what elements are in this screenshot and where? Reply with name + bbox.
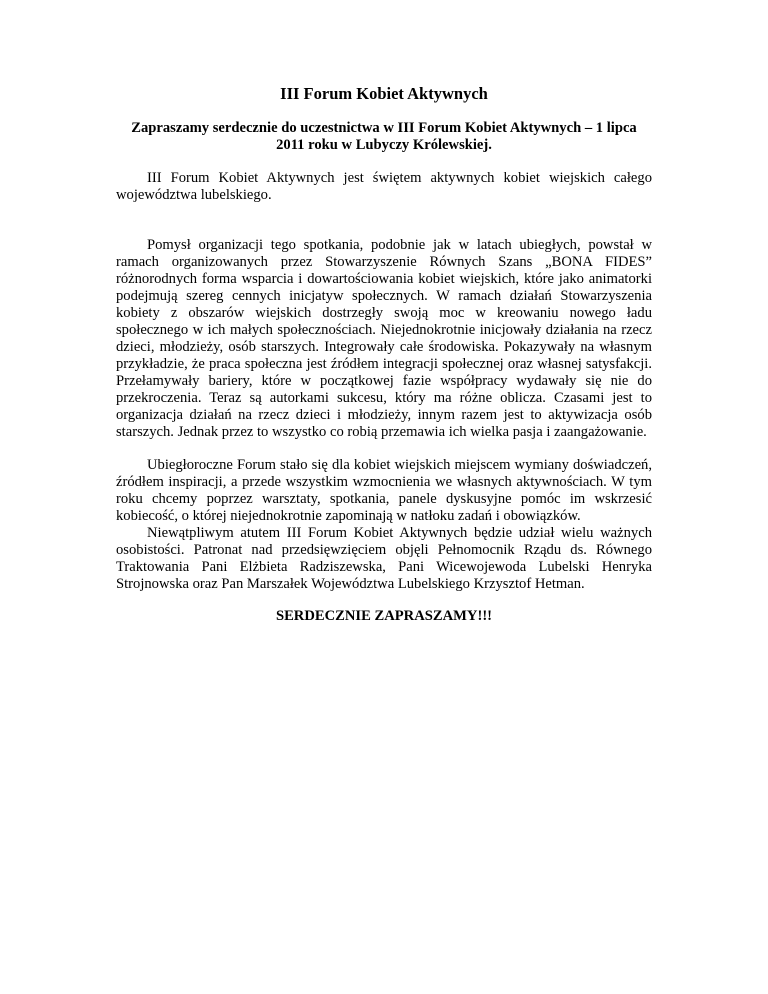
paragraph-patronage: Niewątpliwym atutem III Forum Kobiet Aktywnych będzie udział wielu ważnych osobistości. Patronat nad przedsięwzięciem objęli Pełnomocnik Rządu ds. Równego Traktowania Pani Elżbieta Radziszewska, Pani Wicewojewoda Lubelski Henryka Strojnowska oraz Pan Marszałek Województwa Lubelskiego Krzysztof Hetman.	[116, 525, 652, 592]
closing-invitation: SERDECZNIE ZAPRASZAMY!!!	[275, 608, 493, 624]
paragraph-origin: Pomysł organizacji tego spotkania, podobnie jak w latach ubiegłych, powstał w ramach organizowanych przez Stowarzyszenie Równych Szans „BONA FIDES” różnorodnych forma wsparcia i dowartościowania kobiet wiejskich, które jako animatorki podejmują szereg cennych inicjatyw społecznych. W ramach działań Stowarzyszenia kobiety z obszarów wiejskich dostrzegły swoją moc w kreowaniu nowego ładu społecznego w ich małych społecznościach. Niejednokrotnie inicjowały działania na rzecz dzieci, młodzieży, osób starszych. Integrowały całe środowiska. Pokazywały na własnym przykładzie, że praca społeczna jest źródłem integracji społecznej oraz własnej satysfakcji. Przełamywały bariery, które w początkowej fazie współpracy wydawały się nie do przekroczenia. Teraz są autorkami sukcesu, który ma różne oblicza. Czasami jest to organizacja działań na rzecz dzieci i młodzieży, innym razem jest to aktywizacja osób starszych. Jednak przez to wszystko co robią przemawia ich wielka pasja i zaangażowanie.	[116, 237, 652, 440]
document-subtitle: Zapraszamy serdecznie do uczestnictwa w III Forum Kobiet Aktywnych – 1 lipca 2011 roku w Lubyczy Królewskiej.	[131, 120, 637, 153]
paragraph-last-year: Ubiegłoroczne Forum stało się dla kobiet wiejskich miejscem wymiany doświadczeń, źródłem inspiracji, a przede wszystkim wzmocnienia we własnych aktywnościach. W tym roku chcemy poprzez warsztaty, spotkania, panele dyskusyjne pomóc im wskrzesić kobiecość, o której niejednokrotnie zapominają w natłoku zadań i obowiązków.	[116, 457, 652, 524]
paragraph-intro: III Forum Kobiet Aktywnych jest świętem aktywnych kobiet wiejskich całego województwa lubelskiego.	[116, 170, 652, 203]
document-title: III Forum Kobiet Aktywnych	[280, 84, 488, 103]
